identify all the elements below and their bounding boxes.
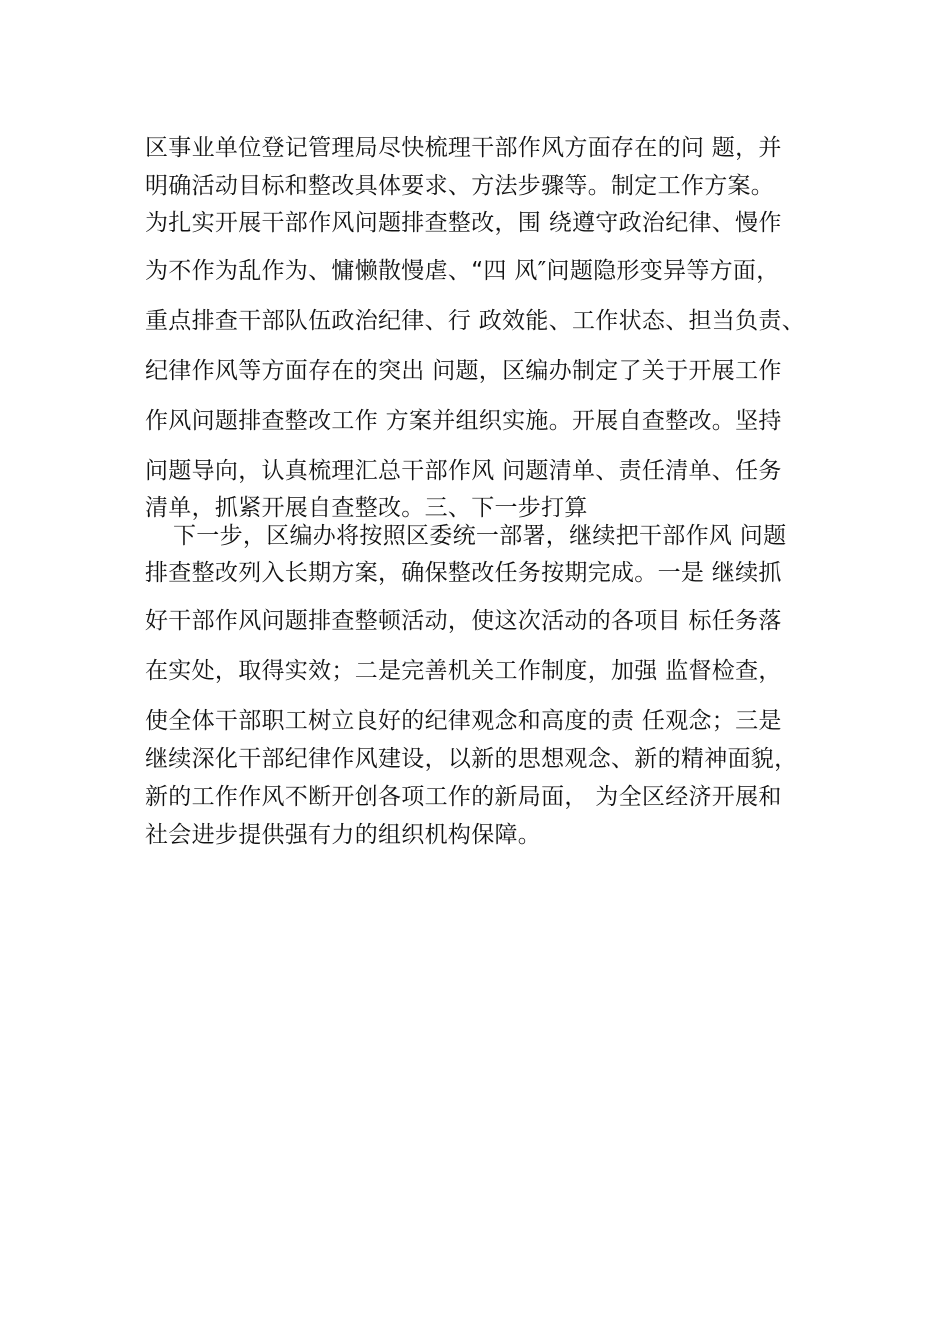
text-line-16: 新的工作作风不断开创各项工作的新局面， 为全区经济开展和	[145, 784, 782, 810]
text-line-10: 下一步，区编办将按照区委统一部署，继续把干部作风 问题	[173, 523, 787, 549]
text-line-9: 清单，抓紧开展自查整改。三、下一步打算	[145, 495, 588, 521]
text-line-5: 重点排查干部队伍政治纪律、行 政效能、工作状态、担当负责、	[145, 308, 806, 334]
text-line-14: 使全体干部职工树立良好的纪律观念和高度的责 任观念；三是	[145, 708, 782, 734]
text-line-3: 为扎实开展干部作风问题排查整改，围 绕遵守政治纪律、慢作	[145, 210, 782, 236]
text-line-7: 作风问题排查整改工作 方案并组织实施。开展自查整改。坚持	[145, 408, 782, 434]
text-line-1: 区事业单位登记管理局尽快梳理干部作风方面存在的问 题，并	[145, 135, 782, 161]
text-line-8: 问题导向，认真梳理汇总干部作风 问题清单、责任清单、任务	[145, 458, 782, 484]
text-line-6: 纪律作风等方面存在的突出 问题，区编办制定了关于开展工作	[145, 358, 782, 384]
text-line-4: 为不作为乱作为、慵懒散慢虐、“四 风″问题隐形变异等方面，	[145, 258, 780, 284]
text-line-17: 社会进步提供强有力的组织机构保障。	[145, 822, 542, 848]
text-line-11: 排查整改列入长期方案，确保整改任务按期完成。一是 继续抓	[145, 560, 782, 586]
text-line-2: 明确活动目标和整改具体要求、方法步骤等。制定工作方案。	[145, 173, 775, 199]
text-line-12: 好干部作风问题排查整顿活动，使这次活动的各项目 标任务落	[145, 608, 782, 634]
text-line-15: 继续深化干部纪律作风建设，以新的思想观念、新的精神面貌，	[145, 746, 798, 772]
text-line-13: 在实处，取得实效；二是完善机关工作制度，加强 监督检查，	[145, 658, 782, 684]
